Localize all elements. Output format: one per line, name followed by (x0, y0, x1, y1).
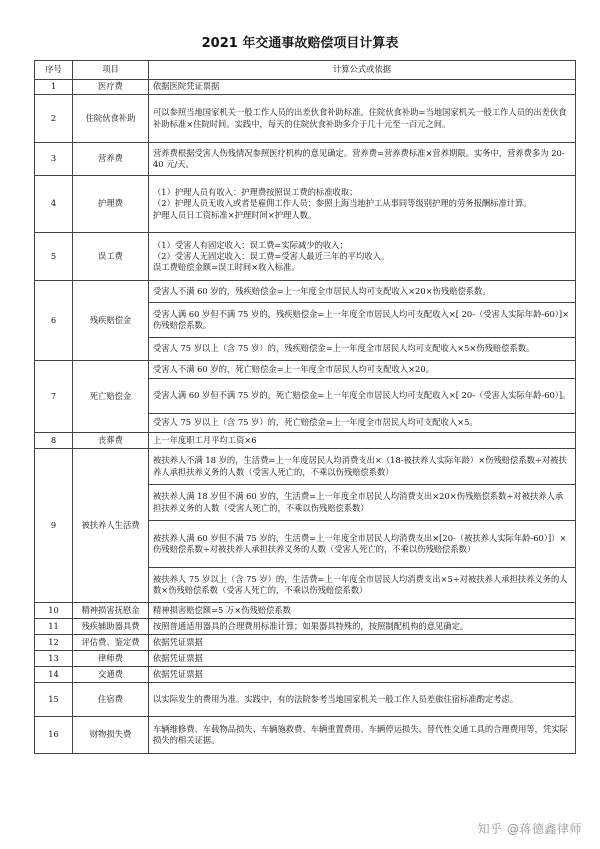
row-number: 12 (35, 635, 73, 651)
row-basis: 被扶养人满 18 岁但不满 60 岁的，生活费=上一年度全市居民人均消费支出×20×伤残赔偿系数÷对被扶养人承担扶养义务的人数（受害人死亡的，不乘以伤残赔偿系数） (149, 485, 576, 521)
table-row (35, 95, 576, 143)
row-item: 评估费、鉴定费 (73, 635, 149, 651)
row-basis (149, 80, 576, 95)
table-row (35, 233, 576, 281)
row-number: 14 (35, 667, 73, 683)
row-basis: 受害人不满 60 岁的，残疾赔偿金=上一年度全市居民人均可支配收入×20×伤残赔偿系数。 (149, 281, 576, 303)
row-item: 住院伙食补助 (73, 95, 149, 143)
row-number: 1 (35, 80, 73, 95)
basis-line: （2）受害人无固定收入：误工费=受害人最近三年的平均收入。 (153, 250, 390, 261)
row-number: 11 (35, 619, 73, 635)
table-row (35, 635, 576, 651)
table-row (35, 361, 576, 379)
row-number: 3 (35, 143, 73, 176)
table-row (35, 449, 576, 485)
basis-line: 护理人员日工资标准×护理时间×护理人数。 (153, 209, 317, 220)
basis-line: 精神损害赔偿额=5 万×伤残赔偿系数 (153, 604, 291, 615)
row-basis (149, 603, 576, 619)
row-item: 残疾辅助器具费 (73, 619, 149, 635)
row-item: 护理费 (73, 176, 149, 233)
row-item: 误工费 (73, 233, 149, 281)
row-number: 8 (35, 433, 73, 449)
row-basis (149, 635, 576, 651)
compensation-table (34, 60, 576, 754)
row-basis (149, 619, 576, 635)
row-item: 被扶养人生活费 (73, 449, 149, 603)
table-row (35, 717, 576, 754)
row-number: 13 (35, 651, 73, 667)
header-basis: 计算公式或依据 (149, 61, 576, 80)
basis-line: 依据凭证票据 (153, 668, 203, 679)
row-basis (149, 176, 576, 233)
row-item: 营养费 (73, 143, 149, 176)
header-no: 序号 (35, 61, 73, 80)
row-item: 住宿费 (73, 683, 149, 717)
row-basis (149, 683, 576, 717)
row-number: 7 (35, 361, 73, 433)
row-item: 精神损害抚慰金 (73, 603, 149, 619)
header-item: 项目 (73, 61, 149, 80)
row-number: 2 (35, 95, 73, 143)
table-row (35, 281, 576, 303)
row-basis (149, 233, 576, 281)
row-basis: 被扶养人满 60 岁但不满 75 岁的，生活费=上一年度全市居民人均消费支出×[20-（被扶养人实际年龄-60）]）×伤残赔偿系数÷对被扶养人承担扶养义务的人数（受害人死亡的，不乘以伤残赔偿系数） (149, 521, 576, 568)
row-item: 死亡赔偿金 (73, 361, 149, 433)
page-title: 2021 年交通事故赔偿项目计算表 (201, 36, 399, 51)
table-row (35, 80, 576, 95)
watermark: 知乎 @蒋德鑫律师 (477, 822, 582, 836)
row-item: 交通费 (73, 667, 149, 683)
table-row (35, 619, 576, 635)
basis-line: 营养费根据受害人伤残情况参照医疗机构的意见确定。营养费=营养费标准×营养期限。实务中，营养费多为 20-40 元/天。 (153, 147, 565, 169)
row-basis (149, 433, 576, 449)
row-number: 5 (35, 233, 73, 281)
basis-line: 按照普通适用器具的合理费用标准计算；如果器具特殊的，按照制配机构的意见确定。 (153, 620, 469, 631)
row-number: 15 (35, 683, 73, 717)
row-basis: 受害人 75 岁以上（含 75 岁）的，残疾赔偿金=上一年度全市居民人均可支配收入×5×伤残赔偿系数。 (149, 338, 576, 361)
row-item: 律师费 (73, 651, 149, 667)
row-basis: 受害人 75 岁以上（含 75 岁）的，死亡赔偿金=上一年度全市居民人均可支配收入×5。 (149, 414, 576, 433)
table-row (35, 667, 576, 683)
basis-line: 依据凭证票据 (153, 636, 203, 647)
basis-line: 车辆维修费、车载物品损失、车辆施救费、车辆重置费用、车辆停运损失、替代性交通工具的合理费用等，凭实际损失的相关证据。 (153, 723, 568, 745)
basis-line: 依据医院凭证票据 (153, 81, 220, 92)
row-basis: 受害人不满 60 岁的，死亡赔偿金=上一年度全市居民人均可支配收入×20。 (149, 361, 576, 379)
basis-line: （1）护理人员有收入：护理费按照误工费的标准收取； (153, 187, 358, 198)
row-item: 残疾赔偿金 (73, 281, 149, 361)
row-basis (149, 651, 576, 667)
row-number: 4 (35, 176, 73, 233)
row-basis (149, 95, 576, 143)
row-item: 医疗费 (73, 80, 149, 95)
row-number: 6 (35, 281, 73, 361)
row-basis: 受害人满 60 岁但不满 75 岁的，死亡赔偿金=上一年度全市居民人均可支配收入×[ 20-（受害人实际年龄-60）]。 (149, 379, 576, 414)
row-basis (149, 717, 576, 754)
row-basis: 被扶养人不满 18 岁的，生活费=上一年度居民人均消费支出×（18-被扶养人实际年龄）×伤残赔偿系数÷对被扶养人承担扶养义务的人数（受害人死亡的，不乘以伤残赔偿系数） (149, 449, 576, 485)
basis-line: 误工费赔偿金额=误工时间×收入标准。 (153, 262, 300, 273)
row-item: 丧葬费 (73, 433, 149, 449)
table-header-row (35, 61, 576, 80)
table-row (35, 651, 576, 667)
basis-line: （2）护理人员无收入或者是雇佣工作人员：参照上海当地护工从事同等级别护理的劳务报酬标准计算。 (153, 198, 532, 209)
row-basis (149, 667, 576, 683)
row-number: 10 (35, 603, 73, 619)
basis-line: 依据凭证票据 (153, 652, 203, 663)
table-row (35, 603, 576, 619)
table-row (35, 683, 576, 717)
table-row (35, 143, 576, 176)
basis-line: 以实际发生的费用为准。实践中，有的法院参考当地国家机关一般工作人员差旅住宿标准酌定考虑。 (153, 693, 519, 704)
table-row (35, 176, 576, 233)
row-number: 9 (35, 449, 73, 603)
basis-line: 上一年度职工月平均工资×6 (153, 434, 257, 445)
row-item: 财物损失费 (73, 717, 149, 754)
row-basis (149, 143, 576, 176)
row-basis: 受害人满 60 岁但不满 75 岁的，残疾赔偿金=上一年度全市居民人均可支配收入×[ 20-（受害人实际年龄-60）]×伤残赔偿系数。 (149, 303, 576, 338)
row-basis: 被扶养人 75 岁以上（含 75 岁）的，生活费=上一年度全市居民人均消费支出×5÷对被扶养人承担扶养义务的人数×伤残赔偿系数（受害人死亡的，不乘以伤残赔偿系数） (149, 568, 576, 603)
table-row (35, 433, 576, 449)
basis-line: （1）受害人有固定收入：误工费=实际减少的收入； (153, 239, 348, 250)
row-number: 16 (35, 717, 73, 754)
basis-line: 可以参照当地国家机关一般工作人员的出差伙食补助标准。住院伙食补助=当地国家机关一般工作人员的出差伙食补助标准×住院时间。实践中，每天的住院伙食补助多介于几十元至一百元之间。 (153, 107, 567, 129)
